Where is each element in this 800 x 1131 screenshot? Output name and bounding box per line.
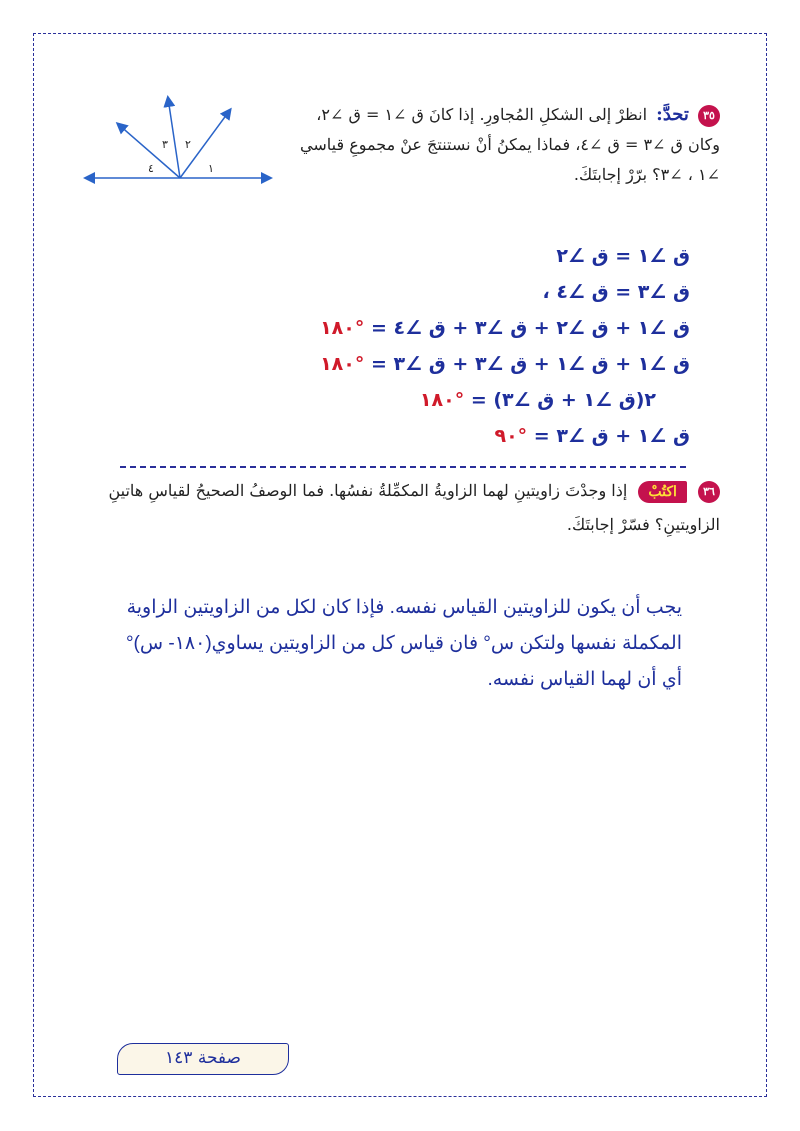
solution-result: °١٨٠ <box>320 317 365 339</box>
question-text: إذا وجدْتَ زاويتينِ لهما الزاويةُ المكمِّلةُ نفسُها. فما الوصفُ الصحيحُ لقياسِ هاتينِ الزاويتينِ؟ فسّرْ إجابتَكَ. <box>108 481 720 534</box>
angle-label-4: ٤ <box>148 162 154 175</box>
solution-line <box>130 274 690 310</box>
page-number-box: صفحة ١٤٣ <box>117 1043 289 1075</box>
solution-expression: ٢(ق ∠١ + ق ∠٣) = <box>470 389 656 411</box>
question-number-badge: ٣٦ <box>698 481 720 503</box>
solution-line <box>130 238 690 274</box>
solution-expression: ق ∠١ = ق ∠٢ <box>556 245 690 267</box>
solution-result: °١٨٠ <box>419 389 465 411</box>
question-heading: تحدَّ: <box>656 104 689 125</box>
question-35 <box>290 100 720 190</box>
solution-expression: ق ∠١ + ق ∠٣ = <box>533 425 690 447</box>
write-tag: اكتُبْ <box>638 481 687 503</box>
solution-block <box>130 238 690 454</box>
answer-36: يجب أن يكون للزاويتين القياس نفسه. فإذا كان لكل من الزاويتين الزاوية المكملة نفسها ولتكن س° فان قياس كل من الزاويتين يساوي(١٨٠- س)° أي أن لهما القياس نفسه. <box>125 597 682 690</box>
solution-line <box>130 346 690 382</box>
solution-result: °٩٠ <box>494 425 528 447</box>
angle-figure <box>80 88 280 198</box>
ray-up <box>168 98 180 178</box>
solution-result: °١٨٠ <box>320 353 365 375</box>
solution-expression: ق ∠١ + ق ∠٢ + ق ∠٣ + ق ∠٤ = <box>370 317 690 339</box>
angle-label-2: ٢ <box>185 138 191 151</box>
solution-expression: ق ∠١ + ق ∠١ + ق ∠٣ + ق ∠٣ = <box>370 353 690 375</box>
solution-line <box>130 310 690 346</box>
question-36 <box>100 474 720 542</box>
solution-line <box>130 382 690 418</box>
angle-label-1: ١ <box>208 162 214 175</box>
solution-line <box>130 418 690 454</box>
angle-label-3: ٣ <box>162 138 168 151</box>
question-text: انظرْ إلى الشكلِ المُجاورِ. إذا كانَ ق ∠١ = ق ∠٢، وكان ق ∠٣ = ق ∠٤، فماذا يمكنُ أنْ نستنتجَ عنْ مجموعِ قياسي ∠١ ، ∠٣؟ برّرْ إجابتَكَ. <box>300 105 720 184</box>
solution-expression: ق ∠٣ = ق ∠٤ ، <box>542 281 690 303</box>
question-number-badge: ٣٥ <box>698 105 720 127</box>
section-divider <box>120 466 686 468</box>
